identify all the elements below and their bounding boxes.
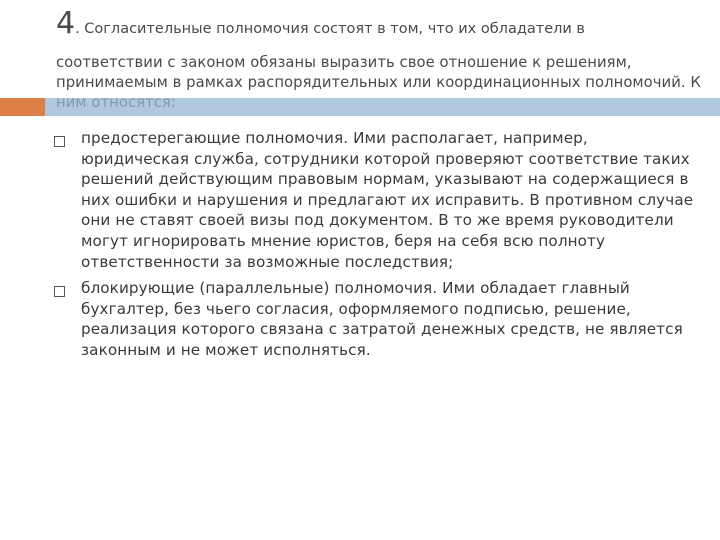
bullet-text: предостерегающие полномочия. Ими располагает, например, юридическая служба, сотрудники которой проверяют соответствие таких решений действующим правовым нормам, указывают на содержащиеся в них ошибки и нарушения и предлагают их исправить. В противном случае они не ставят своей визы под документом. В то же время руководители могут игнорировать мнение юристов, беря на себя всю полноту ответственности за возможные последствия; <box>81 129 694 271</box>
slide-title <box>56 6 706 113</box>
square-bullet-icon <box>54 286 65 297</box>
bullet-text: блокирующие (параллельные) полномочия. Ими обладает главный бухгалтер, без чьего согласия, оформляемого подписью, решение, реализация которого связана с затратой денежных средств, не является законным и не может исполняться. <box>81 279 683 359</box>
square-bullet-icon <box>54 136 65 147</box>
bullet-list <box>54 128 694 367</box>
accent-bar-orange <box>0 98 45 116</box>
title-first-line <box>56 6 706 47</box>
accent-bar <box>0 98 720 116</box>
title-continuation: соответствии с законом обязаны выразить свое отношение к решениям, принимаемым в рамках распорядительных или координационных полномочий. К <box>56 54 701 91</box>
slide-number: 4 <box>56 6 76 41</box>
title-first-text: . Согласительные полномочия состоят в том, что их обладатели в <box>75 21 585 37</box>
accent-bar-blue <box>45 98 720 116</box>
bullet-item-warning-powers <box>54 128 694 272</box>
bullet-item-blocking-powers <box>54 278 694 360</box>
